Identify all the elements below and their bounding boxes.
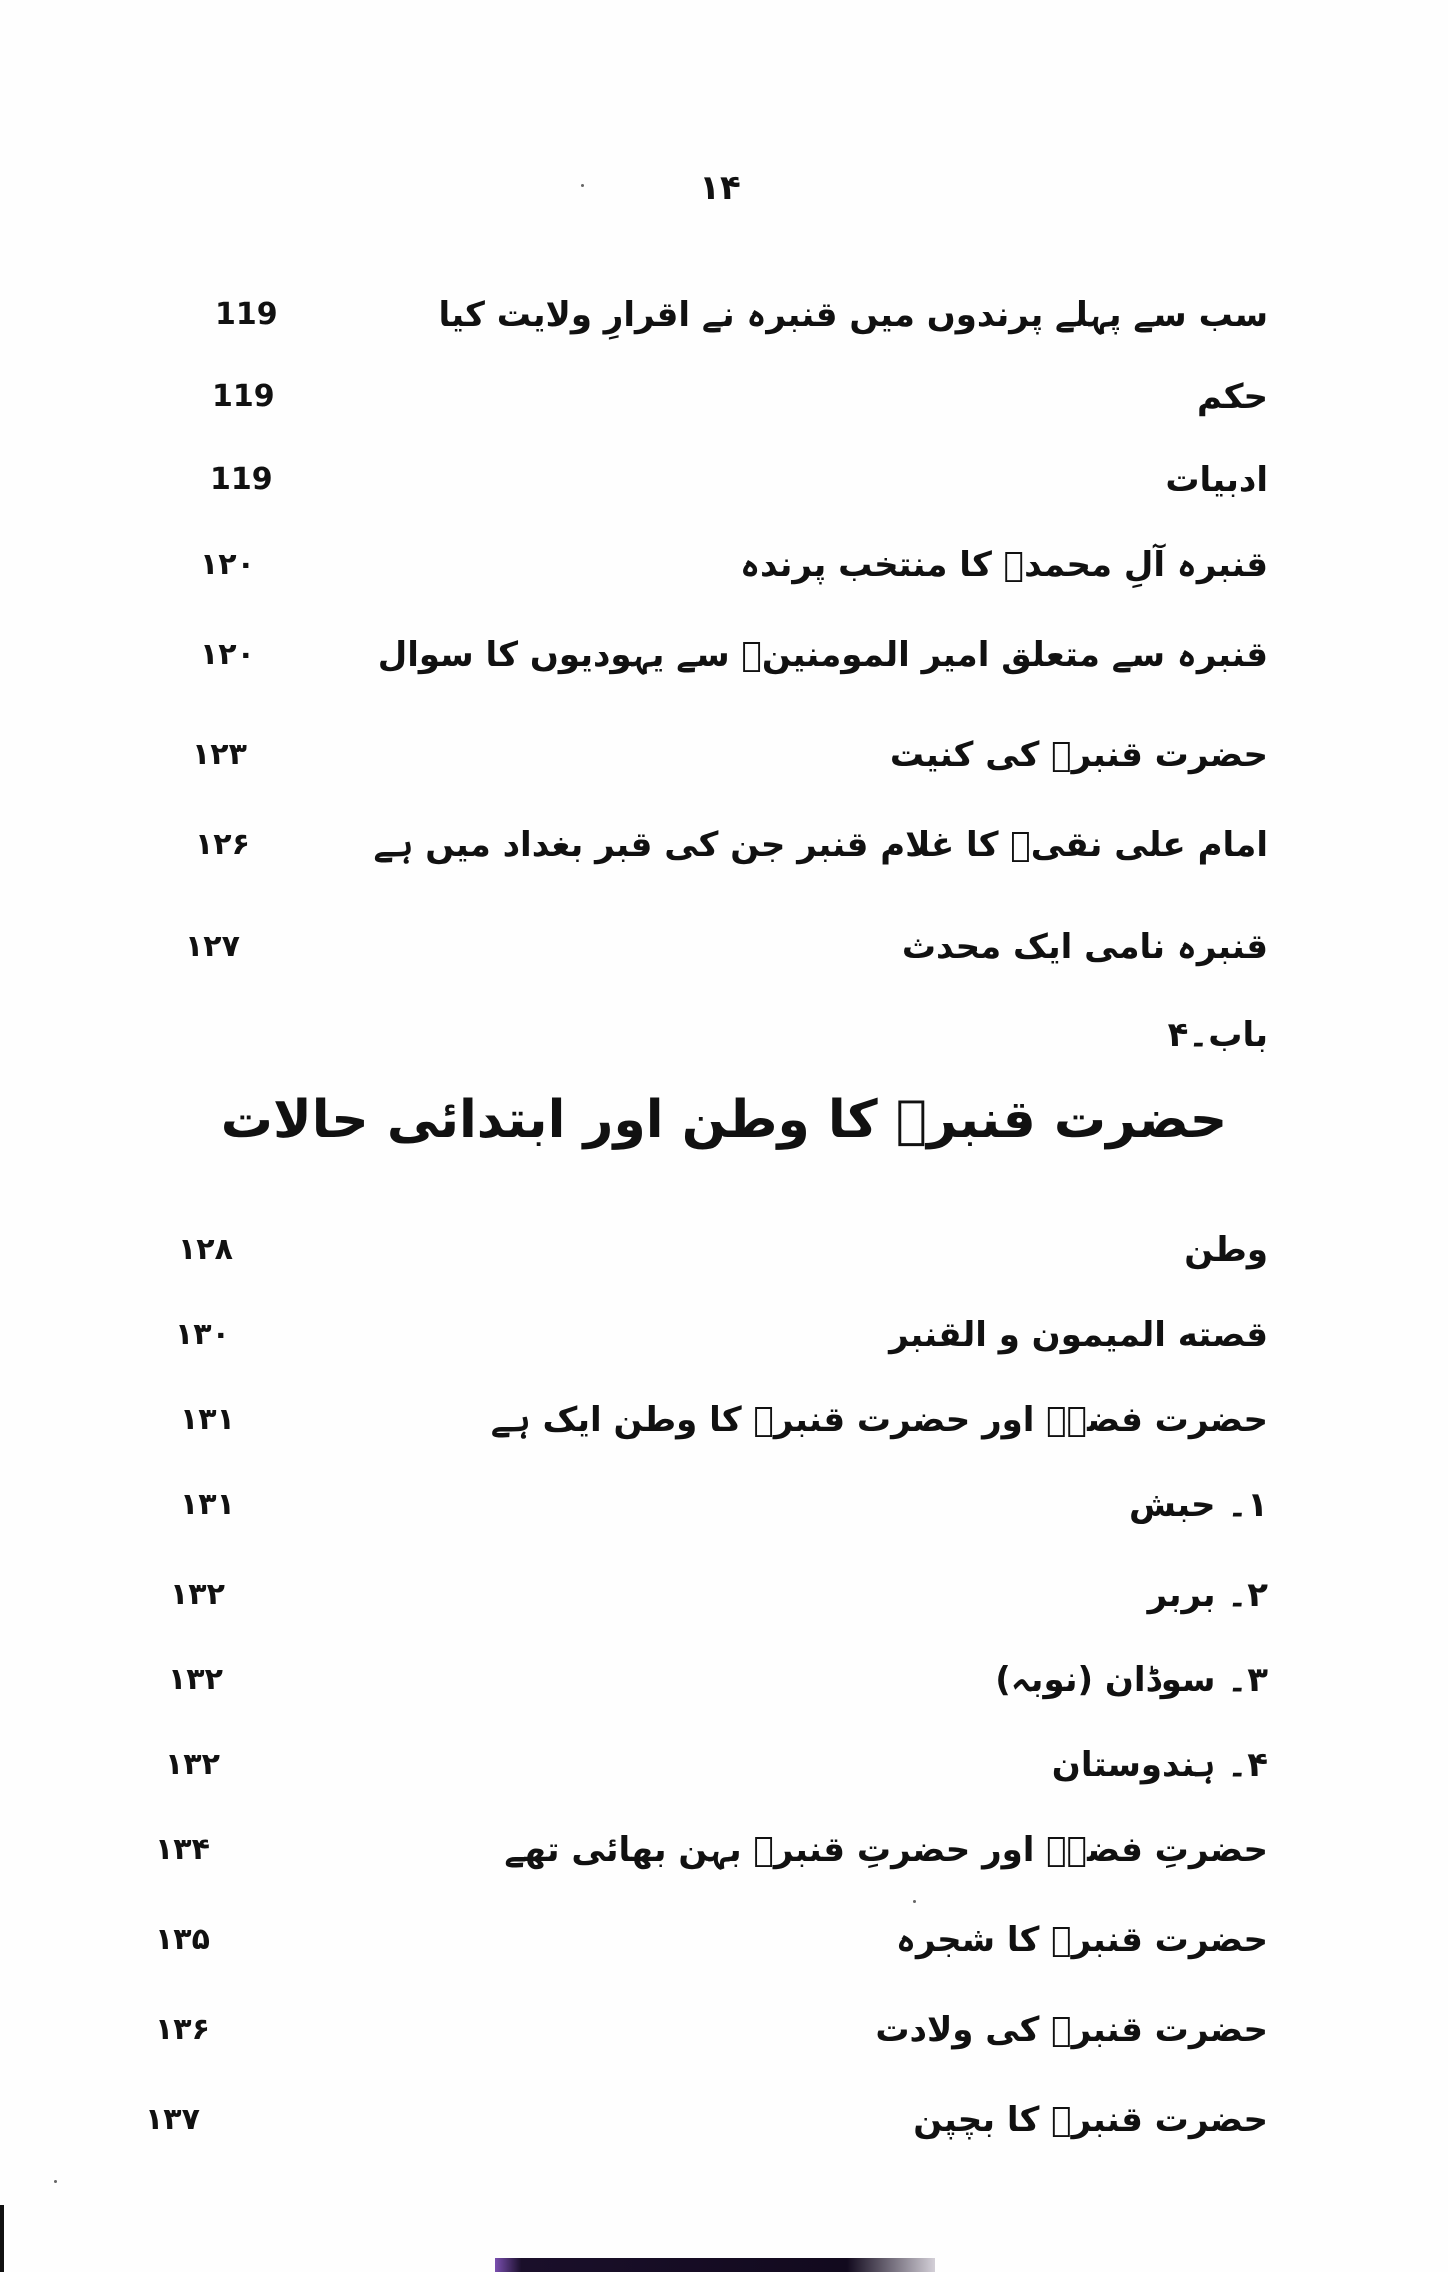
toc-entry (0, 620, 1448, 690)
toc-entry-title: قصته المیمون و القنبر (889, 1315, 1268, 1355)
scan-edge-artifact (0, 2205, 4, 2272)
toc-entry-title: ۲۔ بربر (1147, 1575, 1268, 1615)
scan-speck (54, 2180, 57, 2183)
toc-entry (0, 1215, 1448, 1285)
toc-entry-page: ۱۳۱ (180, 1487, 235, 1522)
toc-entry-page: ۱۲۸ (178, 1232, 233, 1267)
toc-entry (0, 362, 1448, 432)
toc-entry-title: حضرت فضہؑ اور حضرت قنبرؑ کا وطن ایک ہے (490, 1400, 1268, 1440)
toc-entry (0, 1995, 1448, 2065)
toc-entry-title: ۱۔ حبش (1129, 1485, 1268, 1525)
toc-entry (0, 1730, 1448, 1800)
toc-entry-title: حضرتِ فضہؑ اور حضرتِ قنبرؑ بہن بھائی تھے (504, 1830, 1268, 1870)
toc-entry-title: ۳۔ سوڈان (نوبہ) (995, 1660, 1268, 1700)
toc-entry-page: ۱۲۶ (195, 827, 250, 862)
toc-entry-page: ۱۳۲ (170, 1577, 225, 1612)
toc-entry-page: 119 (212, 379, 275, 414)
toc-entry (0, 1470, 1448, 1540)
toc-entry (0, 1560, 1448, 1630)
toc-entry-title: وطن (1184, 1230, 1268, 1270)
toc-entry-page: ۱۳۶ (155, 2012, 210, 2047)
toc-entry-title: قنبرہ نامی ایک محدث (901, 927, 1268, 967)
toc-entry-page: 119 (215, 297, 278, 332)
toc-entry-page: ۱۳۷ (145, 2102, 200, 2137)
toc-entry-page: ۱۳۰ (175, 1317, 230, 1352)
toc-entry-title: ادبیات (1165, 460, 1268, 500)
toc-entry (0, 1905, 1448, 1975)
toc-entry-page: ۱۲۷ (185, 929, 240, 964)
toc-entry (0, 810, 1448, 880)
toc-entry-page: ۱۳۵ (155, 1922, 210, 1957)
toc-entry-page: ۱۲۰ (200, 637, 255, 672)
toc-entry (0, 912, 1448, 982)
toc-entry-page: ۱۲۰ (200, 547, 255, 582)
toc-entry (0, 280, 1448, 350)
toc-entry-page: ۱۳۲ (165, 1747, 220, 1782)
chapter-label: باب۔۴ (1167, 1015, 1268, 1055)
toc-entry-title: قنبرہ سے متعلق امیر المومنینؑ سے یہودیوں کا سوال (377, 635, 1268, 675)
toc-entry (0, 530, 1448, 600)
toc-entry-title: حضرت قنبرؑ کی کنیت (889, 735, 1268, 775)
page-number: ۱۴ (699, 168, 741, 208)
toc-entry-page: ۱۲۳ (192, 737, 247, 772)
toc-entry-page: ۱۳۴ (155, 1832, 210, 1867)
scan-bottom-artifact (495, 2258, 935, 2272)
toc-entry (0, 720, 1448, 790)
toc-entry (0, 1300, 1448, 1370)
toc-entry (0, 1385, 1448, 1455)
toc-entry-title: سب سے پہلے پرندوں میں قنبرہ نے اقرارِ ولایت کیا (438, 295, 1268, 335)
toc-entry-page: ۱۳۱ (180, 1402, 235, 1437)
toc-entry (0, 1815, 1448, 1885)
chapter-title: حضرت قنبرؑ کا وطن اور ابتدائی حالات (220, 1090, 1228, 1150)
toc-entry-title: حضرت قنبرؑ کی ولادت (875, 2010, 1268, 2050)
toc-entry (0, 1645, 1448, 1715)
toc-entry-page: ۱۳۲ (168, 1662, 223, 1697)
toc-entry-title: امام علی نقیؑ کا غلام قنبر جن کی قبر بغداد میں ہے (373, 825, 1268, 865)
toc-entry-title: حکم (1197, 377, 1268, 417)
toc-entry-page: 119 (210, 462, 273, 497)
toc-entry (0, 445, 1448, 515)
scan-speck (913, 1900, 916, 1903)
toc-entry-title: حضرت قنبرؑ کا شجرہ (896, 1920, 1268, 1960)
scan-speck (581, 184, 584, 187)
toc-entry-title: حضرت قنبرؑ کا بچپن (913, 2100, 1268, 2140)
toc-entry-title: ۴۔ ہندوستان (1051, 1745, 1268, 1785)
toc-entry (0, 2085, 1448, 2155)
toc-entry-title: قنبرہ آلِ محمدؑ کا منتخب پرندہ (740, 545, 1268, 585)
